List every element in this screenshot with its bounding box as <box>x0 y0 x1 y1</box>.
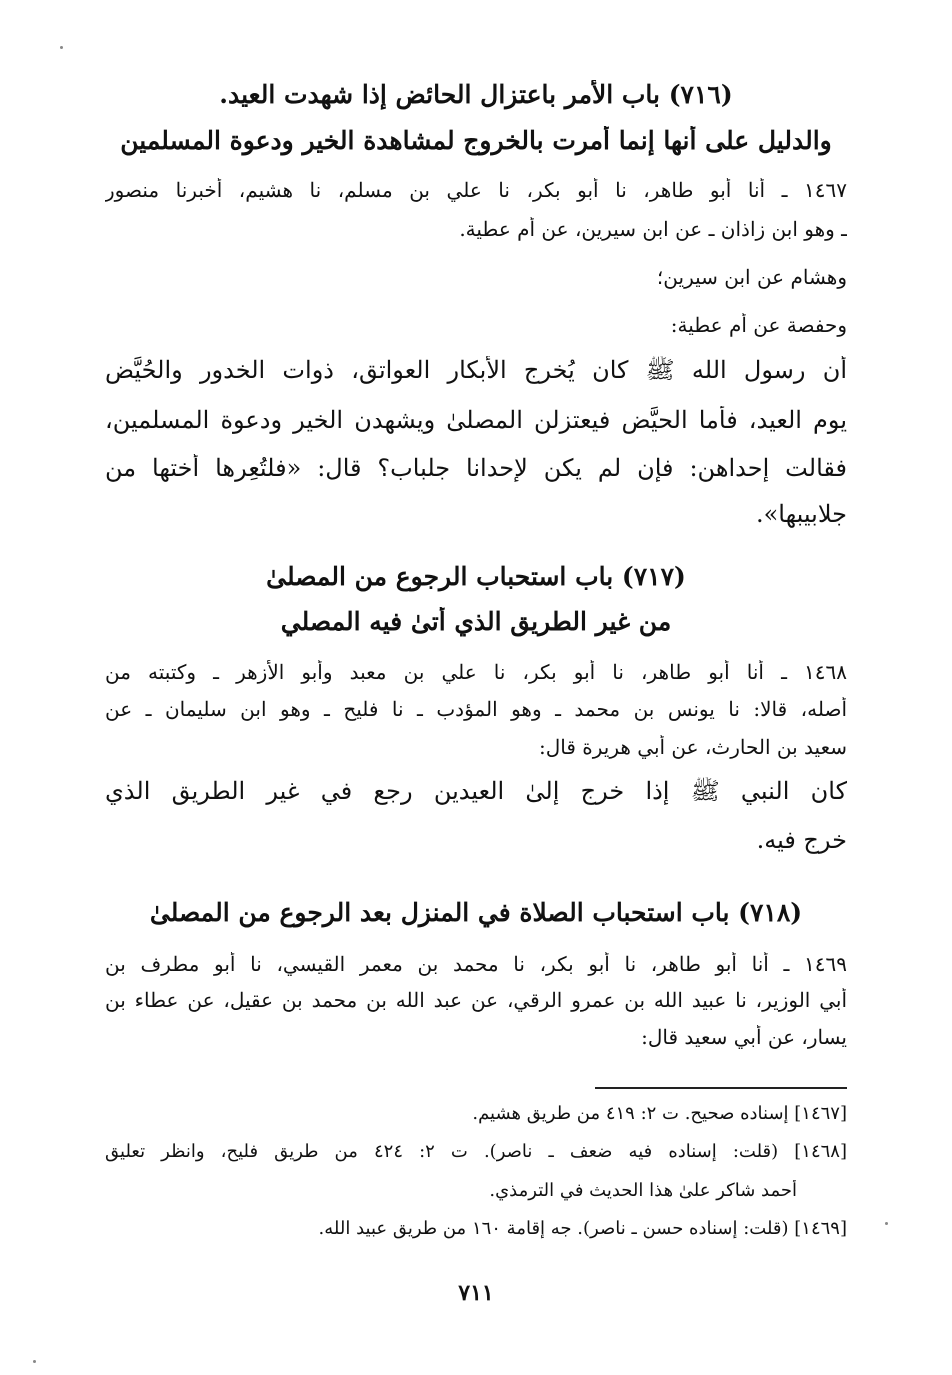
hadith-1468-matn-line-1: كان النبي ﷺ إذا خرج إلىٰ العيدين رجع في غير الطريق الذي <box>105 777 847 805</box>
hadith-1468-isnad-line-3: سعيد بن الحارث، عن أبي هريرة قال: <box>538 735 847 759</box>
hadith-1469-isnad-line-2: أبي الوزير، نا عبيد الله بن عمرو الرقي، عن عبد الله بن محمد بن عقيل، عن عطاء بن <box>105 988 847 1012</box>
footnote-1469: [١٤٦٩] (قلت: إسناده حسن ـ ناصر). جه إقامة ١٦٠ من طريق عبيد الله. <box>318 1218 847 1239</box>
chapter-heading-716-line-2: والدليل على أنها إنما أمرت بالخروج لمشاهدة الخير ودعوة المسلمين <box>120 126 832 155</box>
chapter-heading-716-line-1: (٧١٦) باب الأمر باعتزال الحائض إذا شهدت العيد. <box>219 80 733 109</box>
hadith-1467-isnad-line-1: ١٤٦٧ ـ أنا أبو طاهر، نا أبو بكر، نا علي بن مسلم، نا هشيم، أخبرنا منصور <box>105 178 847 202</box>
hadith-1468-matn-line-2: خرج فيه. <box>756 826 847 854</box>
hadith-1467-matn-line-2: يوم العيد، فأما الحيَّض فيعتزلن المصلىٰ ويشهدن الخير ودعوة المسلمين، <box>105 406 847 434</box>
scan-speck <box>60 46 63 49</box>
hadith-1467-isnad-line-2: ـ وهو ابن زاذان ـ عن ابن سيرين، عن أم عطية. <box>459 217 847 241</box>
hadith-1467-isnad-line-4: وحفصة عن أم عطية: <box>670 313 847 337</box>
page-number: ٧١١ <box>458 1280 494 1306</box>
footnote-1468-line-2: أحمد شاكر علىٰ هذا الحديث في الترمذي. <box>489 1180 797 1201</box>
chapter-heading-717-line-1: (٧١٧) باب استحباب الرجوع من المصلىٰ <box>266 562 686 591</box>
chapter-heading-718: (٧١٨) باب استحباب الصلاة في المنزل بعد الرجوع من المصلىٰ <box>149 898 803 927</box>
hadith-1469-isnad-line-3: يسار، عن أبي سعيد قال: <box>641 1025 847 1049</box>
hadith-1467-matn-line-3: فقالت إحداهن: فإن لم يكن لإحدانا جلباب؟ قال: «فلتُعِرها أختها من <box>105 454 847 482</box>
scan-speck <box>885 1222 888 1225</box>
footnote-1468-line-1: [١٤٦٨] (قلت: إسناده فيه ضعف ـ ناصر). ت ٢: ٤٢٤ من طريق فليح، وانظر تعليق <box>105 1141 847 1162</box>
hadith-1467-matn-line-4: جلابيبها». <box>755 500 847 528</box>
hadith-1468-isnad-line-2: أصله، قالا: نا يونس بن محمد ـ وهو المؤدب ـ نا فليح ـ وهو ابن سليمان ـ عن <box>105 697 847 721</box>
footnote-1467: [١٤٦٧] إسناده صحيح. ت ٢: ٤١٩ من طريق هشيم. <box>472 1103 847 1124</box>
hadith-1468-isnad-line-1: ١٤٦٨ ـ أنا أبو طاهر، نا أبو بكر، نا علي بن معبد وأبو الأزهر ـ وكتبته من <box>105 660 847 684</box>
chapter-heading-717-line-2: من غير الطريق الذي أتىٰ فيه المصلي <box>280 607 672 636</box>
hadith-1469-isnad-line-1: ١٤٦٩ ـ أنا أبو طاهر، نا أبو بكر، نا محمد بن معمر القيسي، نا أبو مطرف بن <box>105 952 847 976</box>
footnote-separator <box>595 1087 847 1089</box>
scan-speck <box>33 1360 36 1363</box>
hadith-1467-isnad-line-3: وهشام عن ابن سيرين؛ <box>656 265 847 289</box>
hadith-1467-matn-line-1: أن رسول الله ﷺ كان يُخرج الأبكار العواتق، ذوات الخدور والحُيَّض <box>105 356 847 384</box>
